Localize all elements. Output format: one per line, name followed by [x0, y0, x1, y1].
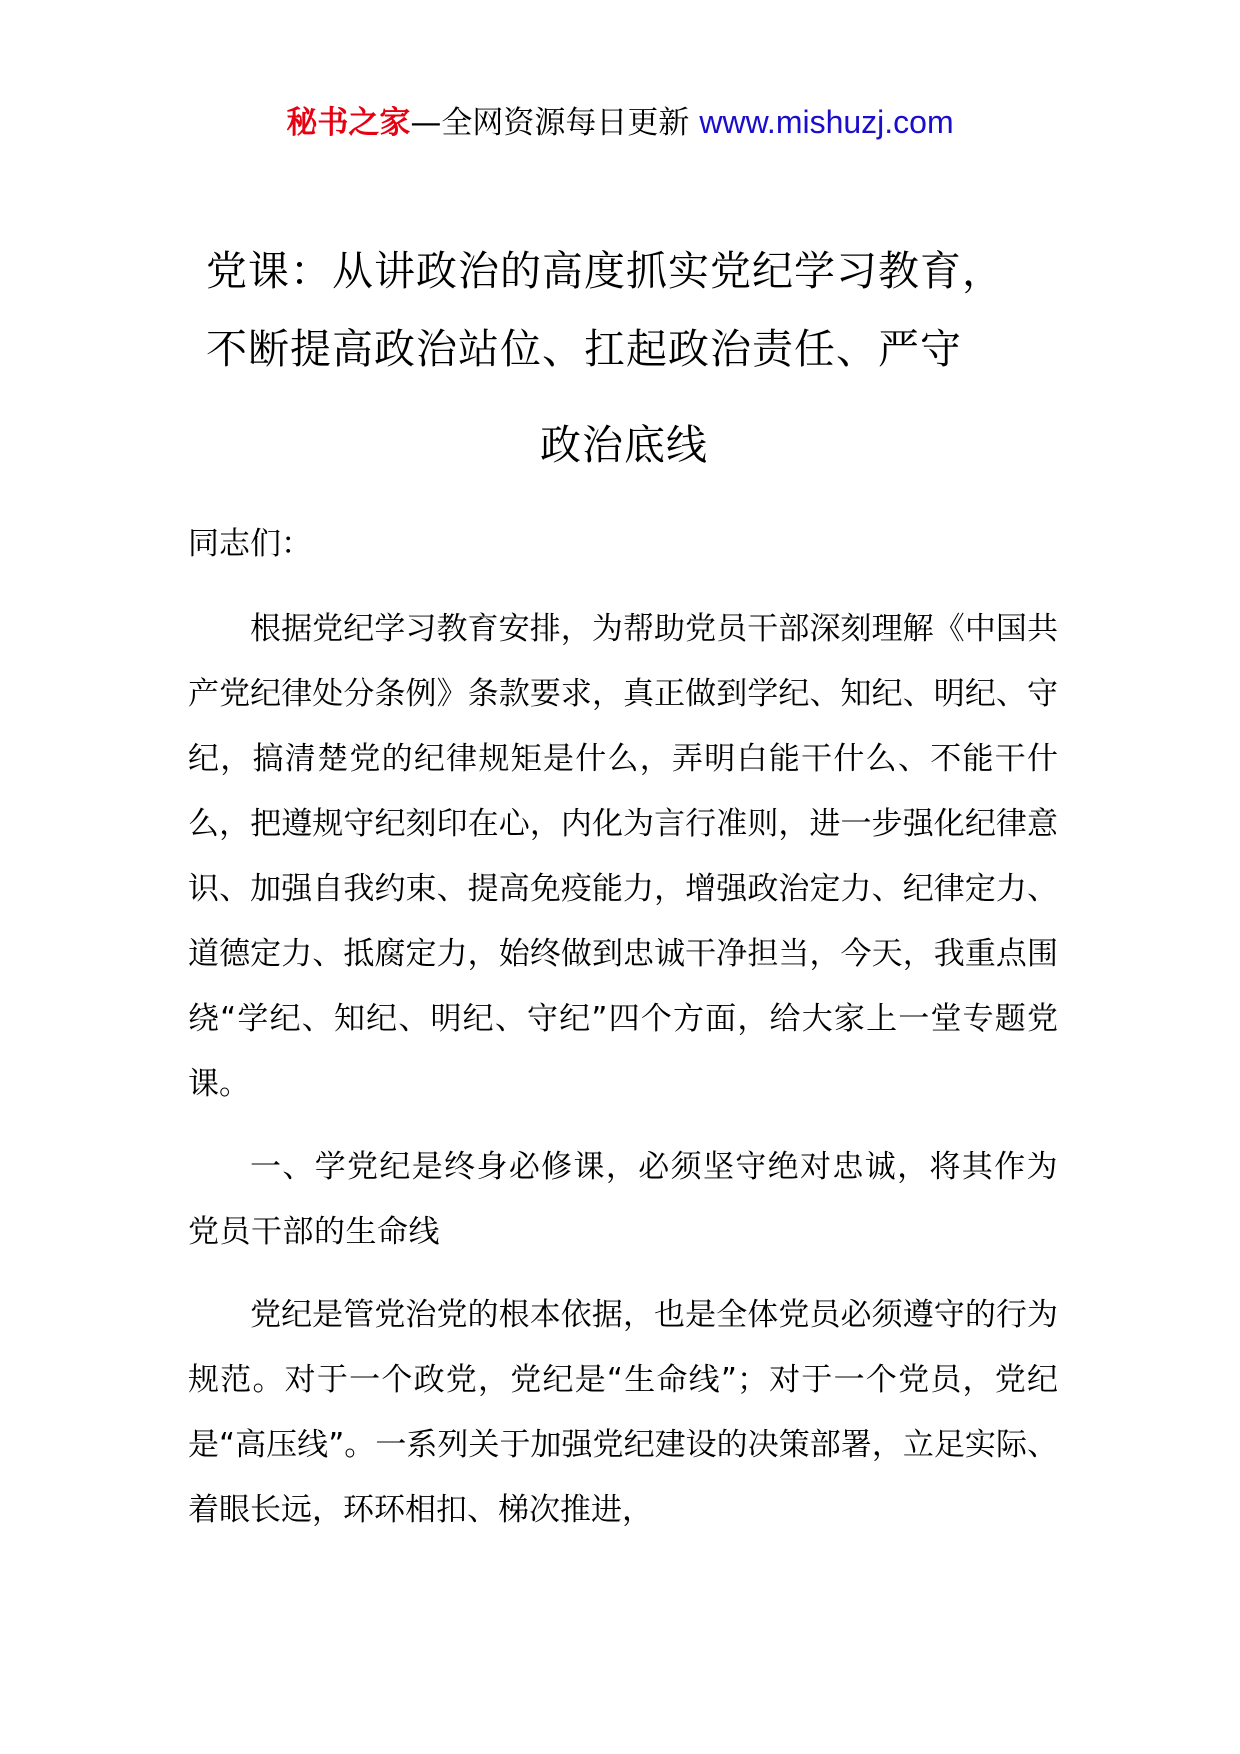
- title-line-2: 不断提高政治站位、扛起政治责任、严守: [206, 325, 962, 373]
- section-paragraph-1: 党纪是管党治党的根本依据，也是全体党员必须遵守的行为规范。对于一个政党，党纪是“生命线”；对于一个党员，党纪是“高压线”。一系列关于加强党纪建设的决策部署，立足实际、着眼长远，环环相扣、梯次推进，: [188, 1297, 1058, 1528]
- title-line-1: 党课：从讲政治的高度抓实党纪学习教育，: [206, 247, 1004, 295]
- site-brand: 秘书之家: [286, 105, 411, 141]
- site-tagline: —全网资源每日更新: [410, 105, 690, 141]
- document-body: [188, 512, 1058, 1543]
- section-heading-1: 一、学党纪是终身必修课，必须坚守绝对忠诚，将其作为党员干部的生命线: [188, 1149, 1058, 1250]
- salutation: 同志们：: [188, 526, 312, 562]
- site-url-link[interactable]: www.mishuzj.com: [699, 104, 954, 140]
- title-line-3: 政治底线: [540, 421, 708, 469]
- document-title: [206, 232, 1086, 484]
- site-header: [0, 100, 1240, 145]
- intro-paragraph: 根据党纪学习教育安排，为帮助党员干部深刻理解《中国共产党纪律处分条例》条款要求，真正做到学纪、知纪、明纪、守纪，搞清楚党的纪律规矩是什么，弄明白能干什么、不能干什么，把遵规守纪刻印在心，内化为言行准则，进一步强化纪律意识、加强自我约束、提高免疫能力，增强政治定力、纪律定力、道德定力、抵腐定力，始终做到忠诚干净担当，今天，我重点围绕“学纪、知纪、明纪、守纪”四个方面，给大家上一堂专题党课。: [188, 611, 1058, 1102]
